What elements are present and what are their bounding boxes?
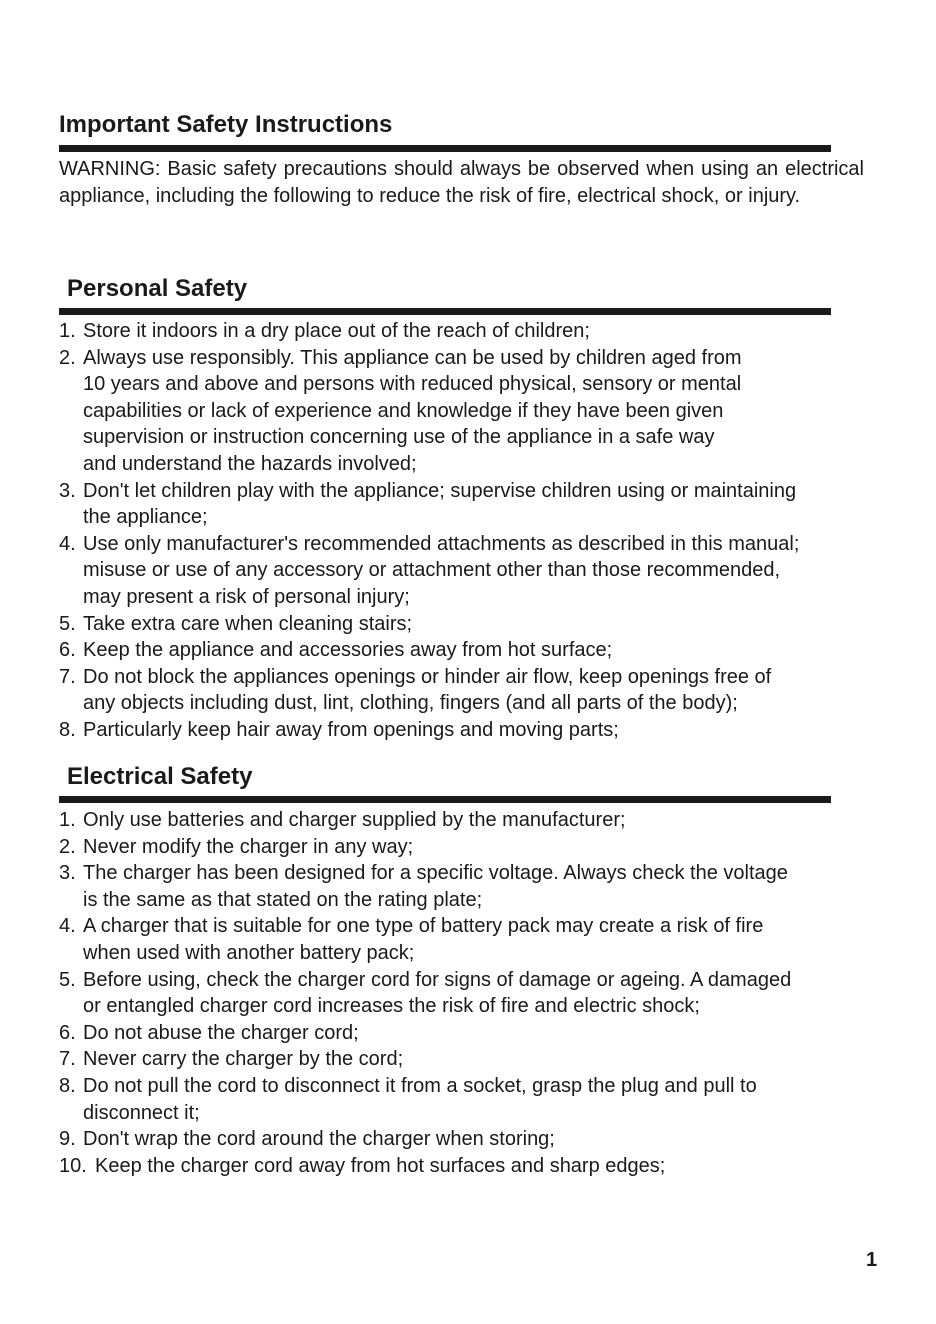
item-line: Particularly keep hair away from openings and moving parts; — [83, 718, 619, 741]
personal-safety-item — [59, 637, 799, 664]
item-line: the appliance; — [83, 506, 208, 529]
item-text — [83, 913, 763, 966]
page-number: 1 — [866, 1249, 878, 1271]
item-line: 10 years and above and persons with reduced physical, sensory or mental — [83, 373, 742, 396]
item-line: Always use responsibly. This appliance can be used by children aged from — [83, 346, 742, 369]
item-text — [83, 807, 626, 834]
item-number: 4. — [59, 532, 76, 555]
item-line: Do not abuse the charger cord; — [83, 1021, 359, 1044]
personal-safety-item — [59, 531, 799, 611]
item-line: Only use batteries and charger supplied by the manufacturer; — [83, 809, 626, 831]
title-rule — [59, 145, 831, 152]
electrical-safety-rule — [59, 796, 831, 803]
item-line: Do not pull the cord to disconnect it from a socket, grasp the plug and pull to — [83, 1074, 757, 1097]
item-line: Keep the charger cord away from hot surfaces and sharp edges; — [95, 1154, 666, 1177]
item-text — [83, 1020, 359, 1047]
electrical-safety-item — [59, 834, 791, 861]
item-text — [83, 531, 799, 611]
personal-safety-item — [59, 345, 799, 478]
item-line: capabilities or lack of experience and knowledge if they have been given — [83, 399, 724, 422]
item-line: Do not block the appliances openings or hinder air flow, keep openings free of — [83, 665, 772, 688]
item-text — [83, 478, 796, 531]
item-text — [83, 1073, 757, 1126]
item-line: supervision or instruction concerning use of the appliance in a safe way — [83, 426, 715, 449]
item-number: 1. — [59, 320, 76, 342]
item-text — [83, 717, 619, 744]
item-line: and understand the hazards involved; — [83, 452, 417, 475]
item-line: disconnect it; — [83, 1101, 200, 1124]
item-line: is the same as that stated on the rating plate; — [83, 888, 483, 911]
item-line: Keep the appliance and accessories away from hot surface; — [83, 639, 613, 662]
item-number: 9. — [59, 1128, 76, 1151]
electrical-safety-item — [59, 1020, 791, 1047]
electrical-safety-item — [59, 1126, 791, 1153]
item-line: may present a risk of personal injury; — [83, 585, 410, 608]
item-line: misuse or use of any accessory or attachment other than those recommended, — [83, 559, 781, 582]
item-number: 7. — [59, 1048, 76, 1071]
item-text — [83, 318, 590, 345]
item-number: 3. — [59, 862, 76, 885]
item-number: 6. — [59, 639, 76, 662]
item-number: 8. — [59, 718, 76, 741]
item-line: Use only manufacturer's recommended attachments as described in this manual; — [83, 532, 800, 555]
item-line: The charger has been designed for a specific voltage. Always check the voltage — [83, 862, 788, 885]
item-line: Never carry the charger by the cord; — [83, 1048, 404, 1071]
item-number: 5. — [59, 968, 76, 991]
item-text — [83, 860, 788, 913]
personal-safety-item — [59, 664, 799, 717]
item-line: or entangled charger cord increases the risk of fire and electric shock; — [83, 995, 700, 1018]
item-text — [83, 664, 771, 717]
item-line: Never modify the charger in any way; — [83, 835, 414, 858]
item-number: 4. — [59, 915, 76, 938]
item-line: A charger that is suitable for one type of battery pack may create a risk of fire — [83, 915, 764, 938]
item-text — [83, 967, 791, 1020]
item-line: Before using, check the charger cord for signs of damage or ageing. A damaged — [83, 968, 792, 991]
item-number: 3. — [59, 479, 76, 502]
item-number: 6. — [59, 1021, 76, 1044]
electrical-safety-heading: Electrical Safety — [67, 763, 253, 790]
personal-safety-item — [59, 478, 799, 531]
item-number: 1. — [59, 809, 76, 831]
item-number: 7. — [59, 665, 76, 688]
personal-safety-item — [59, 318, 799, 345]
electrical-safety-item — [59, 860, 791, 913]
personal-safety-list — [59, 318, 799, 744]
item-text — [83, 834, 413, 861]
item-number: 2. — [59, 835, 76, 858]
item-line: Take extra care when cleaning stairs; — [83, 612, 413, 635]
item-text — [83, 345, 742, 478]
electrical-safety-list — [59, 807, 791, 1179]
electrical-safety-item — [59, 913, 791, 966]
item-text — [83, 611, 412, 638]
item-text — [95, 1153, 665, 1180]
personal-safety-item — [59, 717, 799, 744]
item-number: 2. — [59, 346, 76, 369]
item-text — [83, 637, 612, 664]
item-text — [83, 1046, 403, 1073]
item-text — [83, 1126, 555, 1153]
warning-paragraph: WARNING: Basic safety precautions should always be observed when using an electrical appliance, including the following to reduce the risk of fire, electrical shock, or injury. — [59, 158, 864, 207]
electrical-safety-item — [59, 1046, 791, 1073]
item-number: 8. — [59, 1074, 76, 1097]
electrical-safety-item — [59, 1073, 791, 1126]
electrical-safety-item — [59, 1153, 791, 1180]
item-number: 10. — [59, 1154, 87, 1177]
item-line: Don't let children play with the appliance; supervise children using or maintaining — [83, 479, 797, 502]
item-number: 5. — [59, 612, 76, 635]
item-line: any objects including dust, lint, clothing, fingers (and all parts of the body); — [83, 692, 738, 715]
personal-safety-heading: Personal Safety — [67, 275, 248, 302]
item-line: when used with another battery pack; — [83, 941, 415, 964]
personal-safety-item — [59, 611, 799, 638]
item-line: Don't wrap the cord around the charger when storing; — [83, 1128, 555, 1151]
page-title: Important Safety Instructions — [59, 111, 393, 138]
electrical-safety-item — [59, 807, 791, 834]
electrical-safety-item — [59, 967, 791, 1020]
personal-safety-rule — [59, 308, 831, 315]
item-line: Store it indoors in a dry place out of the reach of children; — [83, 320, 590, 342]
